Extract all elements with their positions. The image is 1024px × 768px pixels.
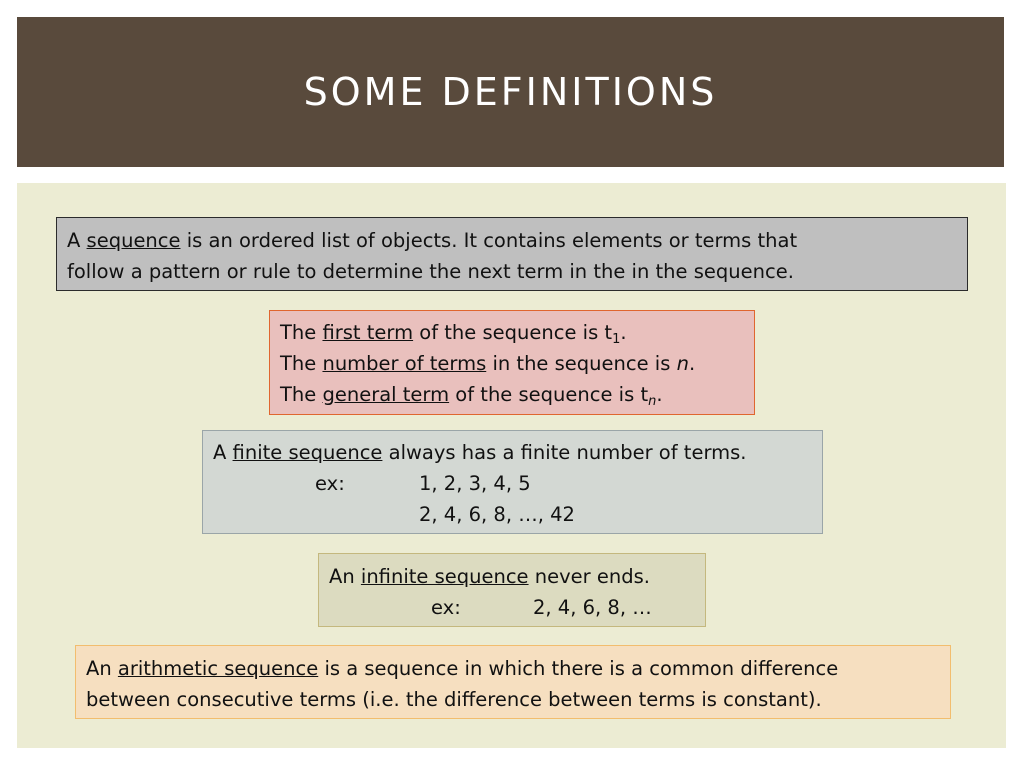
text-fragment: The [280, 321, 323, 344]
finite-sequence-definition [213, 437, 812, 468]
term-infinite-sequence: infinite sequence [360, 565, 529, 588]
text-fragment: . [620, 321, 627, 344]
finite-example-1: 1, 2, 3, 4, 5 [419, 472, 531, 495]
text-fragment: An [329, 565, 361, 588]
term-sequence: sequence [86, 229, 181, 252]
terms-definition-box [269, 310, 755, 415]
text-fragment: . [688, 352, 696, 375]
text-fragment: The [280, 352, 323, 375]
sequence-definition-box [56, 217, 968, 291]
text-fragment: of the sequence is t [413, 321, 613, 344]
variable-n: n [676, 352, 689, 375]
text-fragment: A [67, 229, 87, 252]
sequence-definition-line-2: follow a pattern or rule to determine the next term in the in the sequence. [67, 260, 794, 283]
finite-example-line-2 [213, 499, 812, 530]
slide-title: SOME DEFINITIONS [303, 70, 718, 114]
title-bar [17, 17, 1004, 167]
example-label: ex: [431, 596, 461, 619]
general-term-line [280, 379, 744, 410]
arithmetic-sequence-box [75, 645, 951, 719]
term-number-of-terms: number of terms [322, 352, 487, 375]
number-of-terms-line [280, 348, 744, 379]
indent-spacer [213, 499, 419, 530]
text-fragment: The [280, 383, 323, 406]
sequence-definition-line-1 [67, 225, 957, 256]
text-fragment: A [213, 441, 233, 464]
text-fragment: is a sequence in which there is a common difference [318, 657, 839, 680]
arithmetic-sequence-line-1 [86, 653, 940, 684]
term-finite-sequence: finite sequence [232, 441, 383, 464]
text-fragment: always has a finite number of terms. [382, 441, 747, 464]
example-label: ex: [315, 472, 345, 495]
finite-example-line-1 [213, 468, 812, 499]
text-fragment: . [656, 383, 663, 406]
infinite-sequence-box [318, 553, 706, 627]
term-arithmetic-sequence: arithmetic sequence [117, 657, 319, 680]
arithmetic-sequence-line-2: between consecutive terms (i.e. the difference between terms is constant). [86, 688, 822, 711]
text-fragment: in the sequence is [486, 352, 677, 375]
infinite-example-line [329, 592, 695, 623]
term-general-term: general term [322, 383, 450, 406]
finite-sequence-box [202, 430, 823, 534]
text-fragment: is an ordered list of objects. It contains elements or terms that [180, 229, 798, 252]
term-first-term: first term [322, 321, 414, 344]
first-term-line [280, 317, 744, 348]
text-fragment: never ends. [528, 565, 650, 588]
finite-example-2: 2, 4, 6, 8, …, 42 [419, 503, 575, 526]
infinite-example-1: 2, 4, 6, 8, … [533, 596, 652, 619]
infinite-sequence-definition [329, 561, 695, 592]
text-fragment: of the sequence is t [449, 383, 649, 406]
text-fragment: An [86, 657, 118, 680]
subscript-variable: n [648, 394, 657, 409]
subscript: 1 [612, 332, 621, 347]
